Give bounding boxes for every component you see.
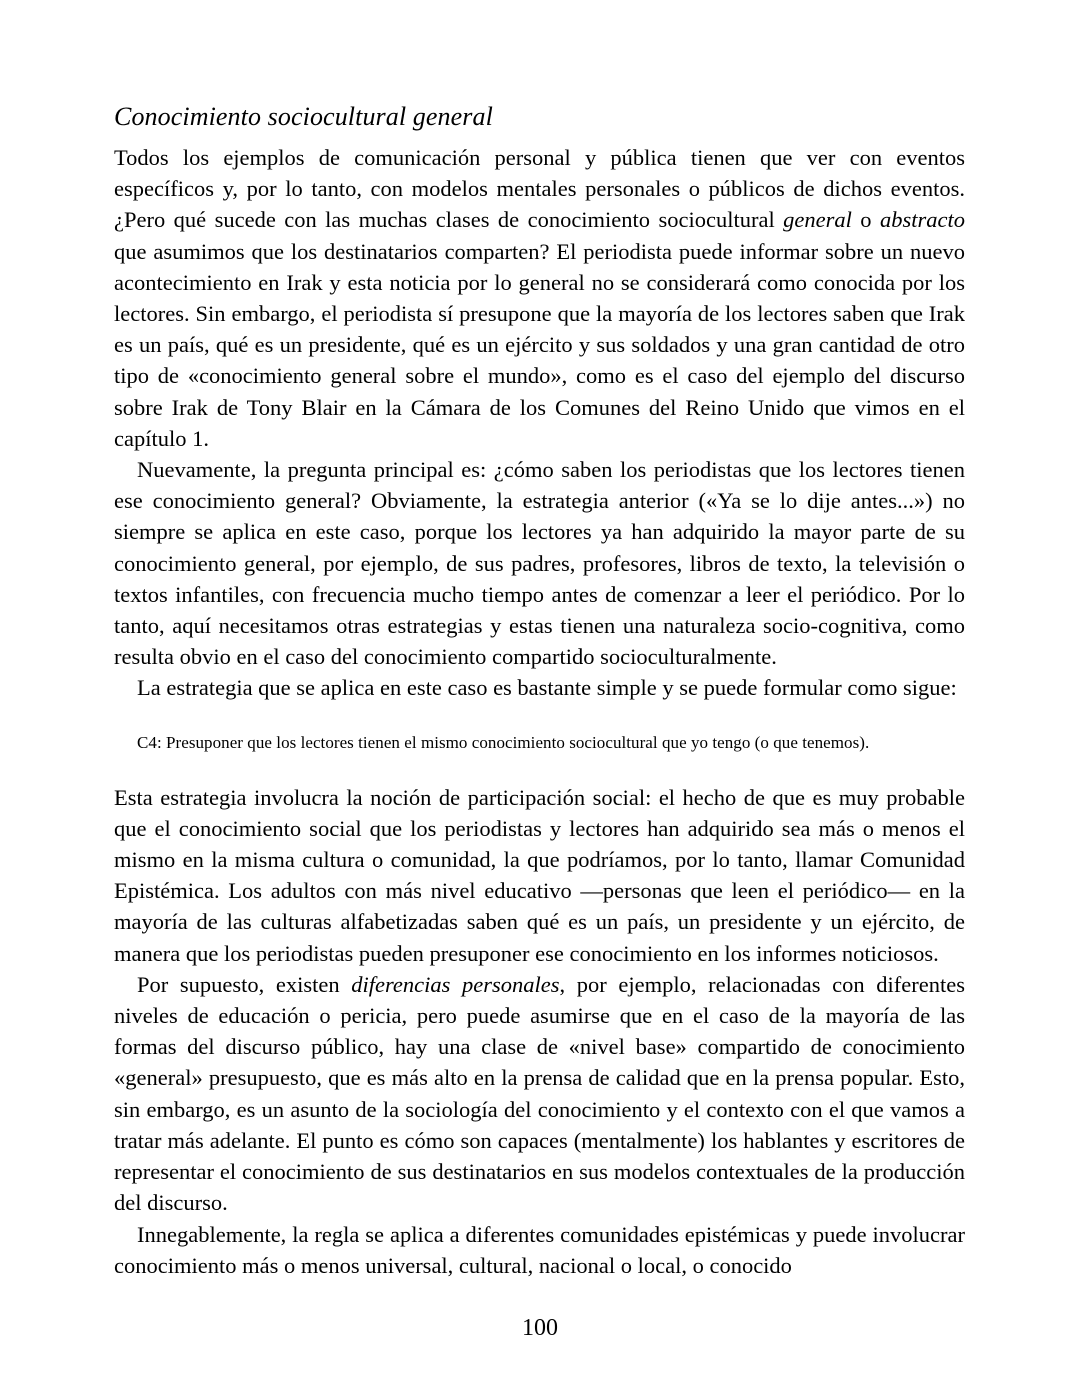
page-number: 100 bbox=[522, 1315, 558, 1341]
paragraph-4: Esta estrategia involucra la noción de participación social: el hecho de que es muy probable que el conocimiento social que los periodistas y lectores han adquirido sea más o menos el mismo en la misma cultura o comunidad, la que podríamos, por lo tanto, llamar Comunidad Epistémica. Los adultos con más nivel educativo —personas que leen el periódico— en la mayoría de las culturas alfabetizadas saben qué es un país, un presidente y un ejército, de manera que los periodistas pueden presuponer ese conocimiento en los informes noticiosos. bbox=[114, 784, 965, 966]
quote-spacer-bottom bbox=[114, 774, 965, 782]
paragraph-2: Nuevamente, la pregunta principal es: ¿cómo saben los periodistas que los lectores tienen ese conocimiento general? Obviamente, la estrategia anterior («Ya se lo dije antes...») no siempre se aplica en este caso, porque los lectores ya han adquirido la mayor parte de su conocimiento general, por ejemplo, de sus padres, profesores, libros de texto, la televisión o textos infantiles, con frecuencia mucho tiempo antes de comenzar a leer el periódico. Por lo tanto, aquí necesitamos otras estrategias y estas tienen una naturaleza socio-cognitiva, como resulta obvio en el caso del conocimiento compartido socioculturalmente. bbox=[114, 457, 965, 670]
page-content-column bbox=[114, 100, 965, 1281]
quote-spacer-top bbox=[114, 704, 965, 712]
strategy-rule-c4: C4: Presuponer que los lectores tienen el mismo conocimiento sociocultural que yo tengo (o que tenemos). bbox=[137, 732, 870, 752]
paragraph-5: Por supuesto, existen diferencias personales, por ejemplo, relacionadas con diferentes niveles de educación o pericia, pero puede asumirse que en el caso de la mayoría de las formas del discurso público, hay una clase de «nivel base» compartido de conocimiento «general» presupuesto, que es más alto en la prensa de calidad que en la prensa popular. Esto, sin embargo, es un asunto de la sociología del conocimiento y el contexto con el que vamos a tratar más adelante. El punto es cómo son capaces (mentalmente) los hablantes y escritores de representar el conocimiento de sus destinatarios en sus modelos contextuales de la producción del discurso. bbox=[114, 971, 965, 1216]
page-title: Conocimiento sociocultural general bbox=[114, 102, 493, 131]
emphasis-text: abstracto bbox=[880, 207, 966, 233]
paragraph-6: Innegablemente, la regla se aplica a diferentes comunidades epistémicas y puede involucrar conocimiento más o menos universal, cultural, nacional o local, o conocido bbox=[114, 1221, 965, 1278]
emphasis-text: diferencias personales bbox=[351, 971, 560, 997]
emphasis-text: general bbox=[783, 207, 852, 233]
paragraph-3: La estrategia que se aplica en este caso es bastante simple y se puede formular como sigue: bbox=[137, 675, 957, 701]
paragraph-1: Todos los ejemplos de comunicación personal y pública tienen que ver con eventos específicos y, por lo tanto, con modelos mentales personales o públicos de dichos eventos. ¿Pero qué sucede con las muchas clases de conocimiento sociocultural general o abstracto que asumimos que los destinatarios comparten? El periodista puede informar sobre un nuevo acontecimiento en Irak y esta noticia por lo general no se considerará como conocida por los lectores. Sin embargo, el periodista sí presupone que la mayoría de los lectores saben que Irak es un país, qué es un presidente, qué es un ejército y sus soldados y una gran cantidad de otro tipo de «conocimiento general sobre el mundo», como es el caso del ejemplo del discurso sobre Irak de Tony Blair en la Cámara de los Comunes del Reino Unido que vimos en el capítulo 1. bbox=[114, 145, 966, 451]
